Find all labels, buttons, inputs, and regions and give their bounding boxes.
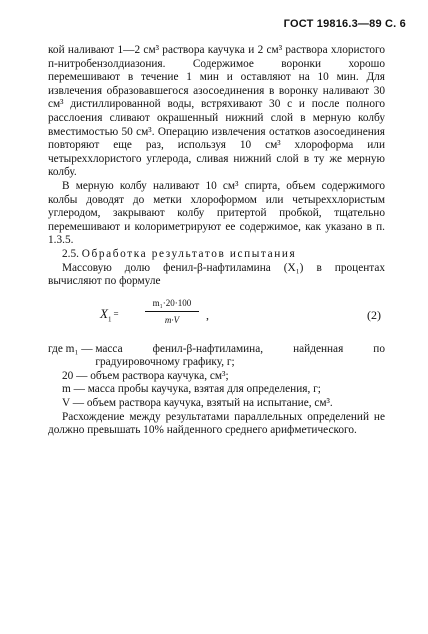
formula-denominator: m·V xyxy=(164,315,180,326)
formula-comma: , xyxy=(206,307,209,322)
paragraph-flask: В мерную колбу наливают 10 см³ спирта, объем содержимого колбы доводят до метки хлороформом или четыреххлористым углеродом, закрывают колбу притертой пробкой, тщательно перемешивают и колориметрируют ее содержимое, как указано в п. 1.3.5. xyxy=(48,179,385,247)
formula-number: (2) xyxy=(367,307,381,322)
page-header: ГОСТ 19816.3—89 С. 6 xyxy=(283,18,406,30)
paragraph-formula-intro: Массовую долю фенил-β-нафтиламина (X₁) в процентах вычисляют по формуле xyxy=(48,261,385,288)
formula-2 xyxy=(48,295,385,335)
section-number: 2.5. xyxy=(62,247,79,260)
section-heading xyxy=(48,248,385,262)
formula-lhs: $X_1=$ xyxy=(100,305,119,324)
paragraph-tolerance: Расхождение между результатами параллельных определений не должно превышать 10% найденного среднего арифметического. xyxy=(48,410,385,437)
formula-fraction xyxy=(145,297,199,328)
definition-item: где m₁ — масса фенил-β-нафтиламина, найденная по градуировочному графику, г; xyxy=(48,342,385,369)
body-text xyxy=(48,44,385,438)
definition-item: m — масса пробы каучука, взятая для определения, г; xyxy=(62,383,321,396)
definition-item: 20 — объем раствора каучука, см³; xyxy=(62,369,229,382)
paragraph-continuation: кой наливают 1—2 см³ раствора каучука и 2 см³ раствора хлористого п-нитробензолдиазония. Содержимое воронки хорошо перемешивают в течение 1 мин и оставляют на 10 мин. Для извлечения образовавшегося азосоединения в воронку наливают 30 см³ дистиллированной воды, встряхивают 30 с и после полного расслоения сливают окрашенный нижний слой в мерную колбу вместимостью 50 см³. Операцию извлечения остатков азосоединения повторяют еще раз, используя 10 см³ хлороформа или четыреххлористого углерода, сливая нижний слой в ту же мерную колбу. xyxy=(48,44,385,179)
definitions-list xyxy=(48,343,385,411)
definition-item: V — объем раствора каучука, взятый на испытание, см³. xyxy=(62,397,333,410)
formula-numerator: m₁·20·100 xyxy=(145,297,199,313)
section-title: Обработка результатов испытания xyxy=(81,247,297,260)
